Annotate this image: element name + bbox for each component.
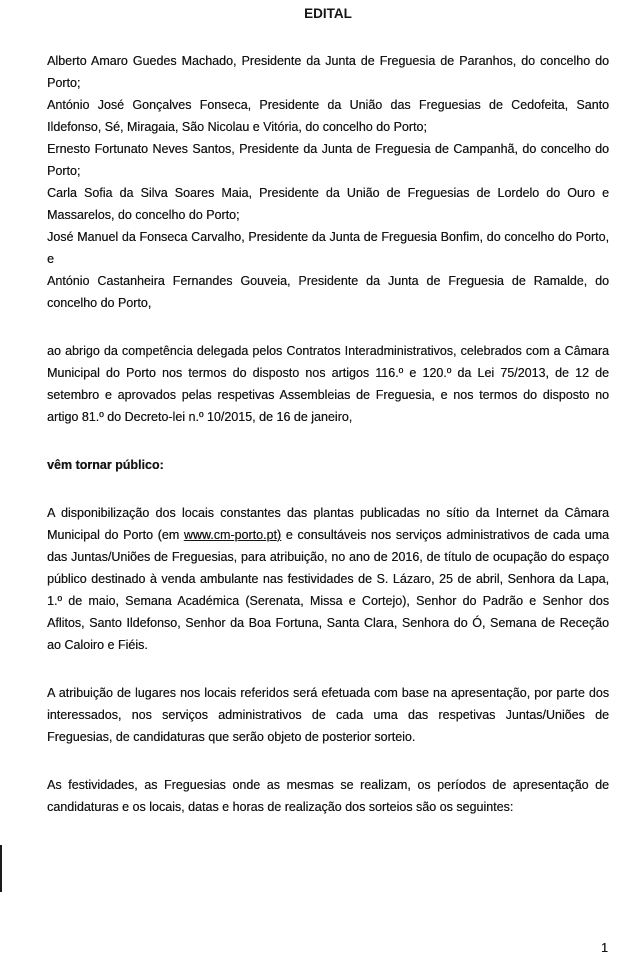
paragraph-festivities-intro: As festividades, as Freguesias onde as mesmas se realizam, os períodos de apresentação de candidaturas e os locais, datas e horas de realização dos sorteios são os seguintes:	[47, 778, 609, 814]
paragraph-legal-basis: ao abrigo da competência delegada pelos Contratos Interadministrativos, celebrados com a Câmara Municipal do Porto nos termos do disposto nos artigos 116.º e 120.º da Lei 75/2013, de 12 de setembro e aprovados pelas respetivas Assembleias de Freguesia, e nos termos do disposto no artigo 81.º do Decreto-lei n.º 10/2015, de 16 de janeiro,	[47, 344, 609, 424]
availability-text-before-link: A disponibilização dos locais constantes das plantas publicadas no sítio da Internet da Câmara Municipal do Porto (em	[47, 506, 609, 542]
page-number: 1	[601, 941, 608, 955]
availability-text-after-link: e consultáveis nos serviços administrativos de cada uma das Juntas/Uniões de Freguesias, para atribuição, no ano de 2016, de título de ocupação do espaço público destinado à venda ambulante nas festividades de S. Lázaro, 25 de abril, Senhora da Lapa, 1.º de maio, Semana Académica (Serenata, Missa e Cortejo), Senhor do Padrão e Senhor dos Aflitos, Santo Ildefonso, Senhor da Boa Fortuna, Santa Clara, Senhora do Ó, Semana de Receção ao Caloiro e Fiéis.	[47, 528, 609, 652]
scan-artifact-line	[0, 845, 2, 892]
document-title: EDITAL	[304, 6, 352, 21]
signatory-line-4: Carla Sofia da Silva Soares Maia, Presidente da União de Freguesias de Lordelo do Ouro e Massarelos, do concelho do Porto;	[47, 186, 609, 222]
paragraph-availability	[47, 502, 609, 656]
signatory-line-2: António José Gonçalves Fonseca, Presidente da União das Freguesias de Cedofeita, Santo Ildefonso, Sé, Miragaia, São Nicolau e Vitória, do concelho do Porto;	[47, 98, 609, 134]
signatory-line-6: António Castanheira Fernandes Gouveia, Presidente da Junta de Freguesia de Ramalde, do concelho do Porto,	[47, 274, 609, 310]
signatory-line-5: José Manuel da Fonseca Carvalho, Presidente da Junta de Freguesia Bonfim, do concelho do Porto, e	[47, 230, 609, 266]
website-link: www.cm-porto.pt)	[183, 528, 282, 542]
paragraph-proclamation: vêm tornar público:	[47, 458, 164, 472]
signatory-line-3: Ernesto Fortunato Neves Santos, Presidente da Junta de Freguesia de Campanhã, do concelho do Porto;	[47, 142, 609, 178]
signatory-line-1: Alberto Amaro Guedes Machado, Presidente da Junta de Freguesia de Paranhos, do concelho do Porto;	[47, 54, 609, 90]
paragraph-allocation: A atribuição de lugares nos locais referidos será efetuada com base na apresentação, por parte dos interessados, nos serviços administrativos de cada uma das respetivas Juntas/Uniões de Freguesias, de candidaturas que serão objeto de posterior sorteio.	[47, 686, 609, 744]
